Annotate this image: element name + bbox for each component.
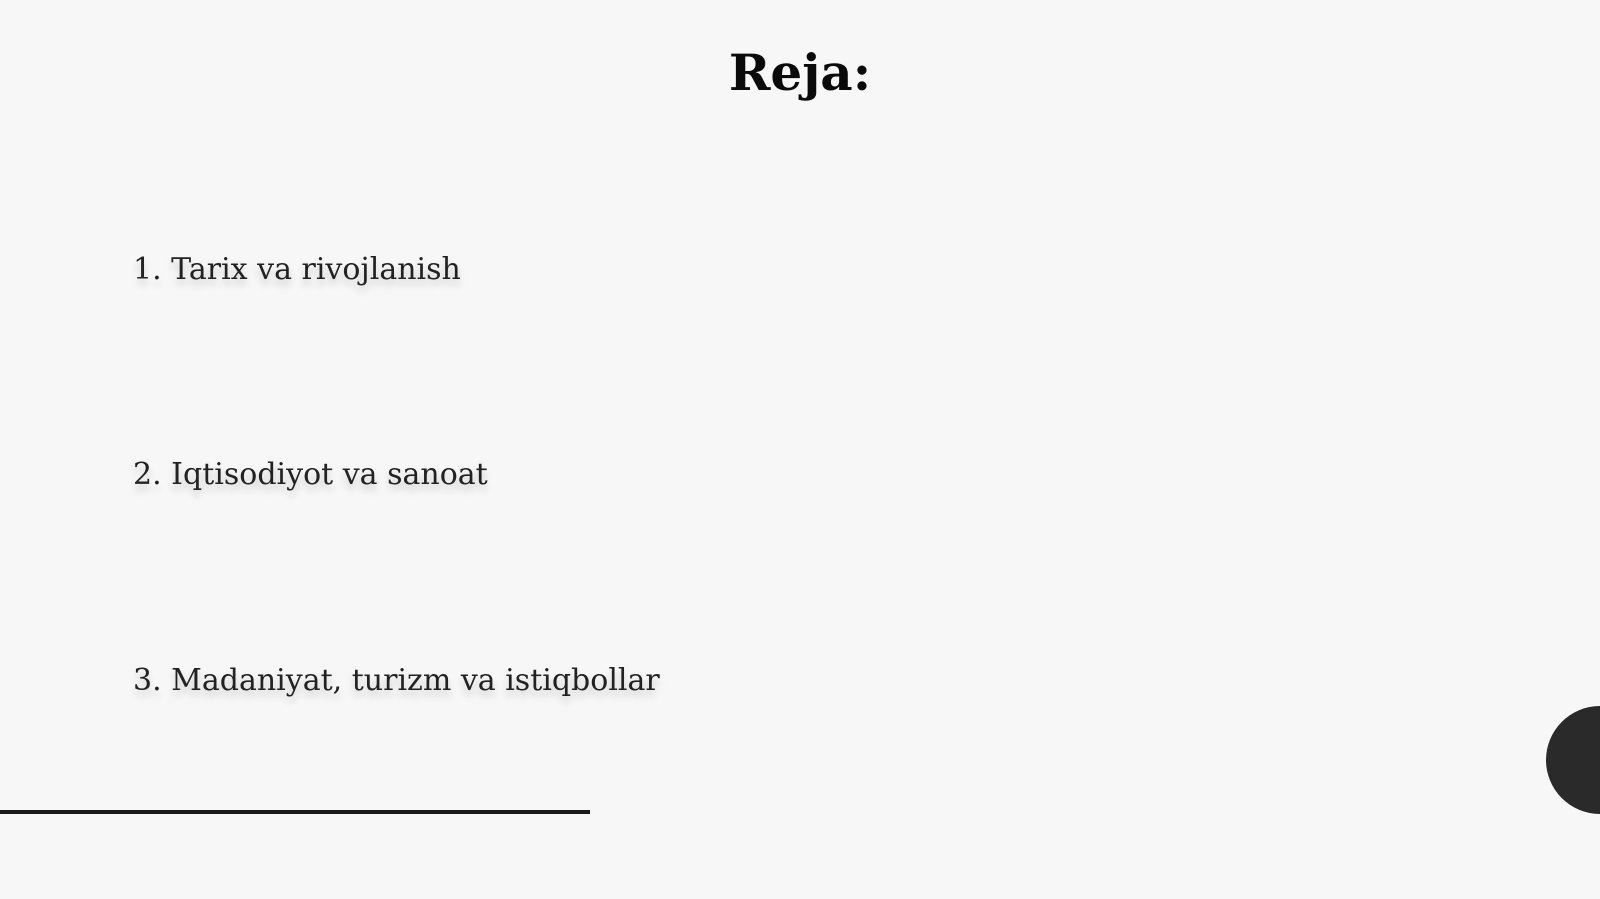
decorative-divider-line [0, 810, 590, 814]
plan-item-2: 2. Iqtisodiyot va sanoat [133, 457, 488, 492]
plan-item-3: 3. Madaniyat, turizm va istiqbollar [133, 663, 660, 698]
slide-title: Reja: [728, 43, 872, 102]
plan-item-1: 1. Tarix va rivojlanish [133, 252, 461, 287]
decorative-circle-shape [1546, 706, 1600, 814]
